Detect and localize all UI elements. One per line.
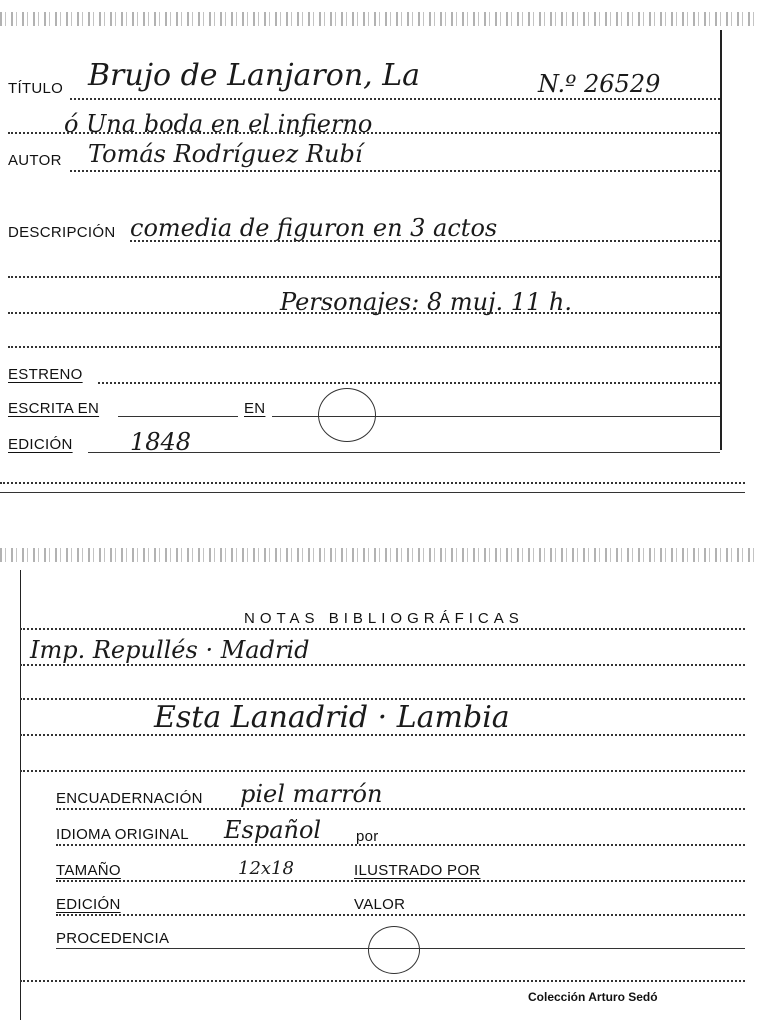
idioma-line	[56, 844, 745, 846]
edicion-value: 1848	[130, 428, 192, 456]
catalog-card-front	[0, 0, 759, 495]
titulo-value: Brujo de Lanjaron, La	[88, 58, 421, 93]
card2-top-edge	[0, 548, 759, 562]
autor-value: Tomás Rodríguez Rubí	[88, 140, 363, 168]
notes-line-2: Esta Lanadrid · Lambia	[154, 700, 510, 735]
encuadernacion-label: ENCUADERNACIÓN	[56, 790, 203, 807]
blank-line-3	[8, 346, 720, 348]
notes-rule-4	[20, 770, 745, 772]
escrita-en-line	[118, 416, 238, 417]
estreno-line	[98, 382, 720, 384]
idioma-label: IDIOMA ORIGINAL	[56, 826, 189, 843]
card-top-edge	[0, 12, 759, 26]
notas-heading: NOTAS BIBLIOGRÁFICAS	[244, 610, 524, 627]
encuadernacion-line	[56, 808, 745, 810]
card1-bottom-line	[0, 482, 745, 484]
titulo-line	[70, 98, 720, 100]
punch-hole	[318, 388, 376, 442]
personajes-value: Personajes: 8 muj. 11 h.	[280, 288, 573, 316]
valor-label: VALOR	[354, 896, 406, 913]
tamano-line	[56, 880, 745, 882]
notes-rule-3	[20, 734, 745, 736]
en-label: EN	[244, 400, 266, 417]
estreno-label: ESTRENO	[8, 366, 83, 383]
catalog-card-back	[0, 540, 759, 1028]
escrita-en-label: ESCRITA EN	[8, 400, 100, 417]
encuadernacion-value: piel marrón	[240, 780, 383, 808]
autor-label: AUTOR	[8, 152, 62, 169]
por-label: por	[356, 828, 379, 845]
card1-bottom-edge	[0, 492, 745, 493]
descripcion-value: comedia de figuron en 3 actos	[130, 214, 498, 242]
edicion-valor-line	[56, 914, 745, 916]
blank-line-2	[8, 312, 720, 314]
card2-left-border	[20, 570, 21, 1020]
ilustrado-label: ILUSTRADO POR	[354, 862, 481, 879]
numero-value: N.º 26529	[538, 70, 661, 98]
autor-line	[70, 170, 720, 172]
card-right-border	[720, 30, 722, 450]
notas-line	[20, 628, 745, 630]
titulo-label: TÍTULO	[8, 80, 64, 97]
edicion-label: EDICIÓN	[8, 436, 73, 453]
tamano-value: 12x18	[238, 858, 294, 879]
edicion-line	[88, 452, 720, 453]
tamano-label: TAMAÑO	[56, 862, 121, 879]
edicion-label-2: EDICIÓN	[56, 896, 121, 913]
idioma-value: Español	[224, 816, 322, 844]
descripcion-label: DESCRIPCIÓN	[8, 224, 116, 241]
titulo-value-line2: ó Una boda en el infierno	[64, 110, 373, 138]
notes-rule-1	[20, 664, 745, 666]
punch-hole-2	[368, 926, 420, 974]
blank-line-1	[8, 276, 720, 278]
procedencia-label: PROCEDENCIA	[56, 930, 170, 947]
card2-rule-bottom	[20, 980, 745, 982]
titulo-line-2	[8, 132, 720, 134]
descripcion-line	[130, 240, 720, 242]
notes-line-1: Imp. Repullés · Madrid	[30, 636, 310, 664]
collection-footer: Colección Arturo Sedó	[528, 990, 658, 1004]
